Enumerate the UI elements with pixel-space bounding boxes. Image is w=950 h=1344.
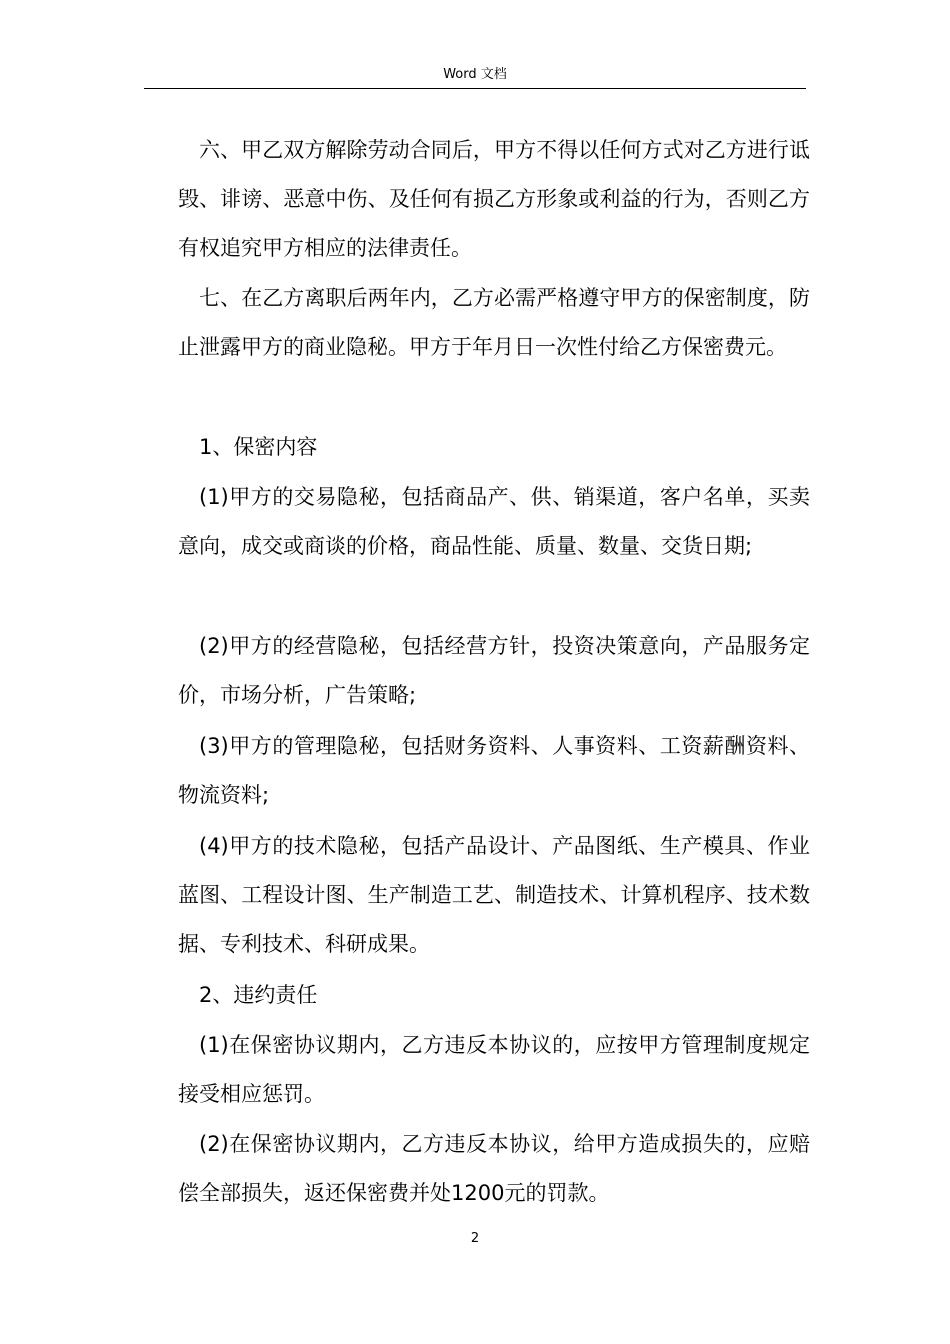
item-technical-secrets: (4)甲方的技术隐秘，包括产品设计、产品图纸、生产模具、作业蓝图、工程设计图、生产制造工艺、制造技术、计算机程序、技术数据、专利技术、科研成果。 [178, 834, 810, 956]
item-trade-secrets: (1)甲方的交易隐秘，包括商品产、供、销渠道，客户名单，买卖意向，成交或商谈的价格，商品性能、质量、数量、交货日期; [178, 485, 810, 558]
liability-item-1: (1)在保密协议期内，乙方违反本协议的，应按甲方管理制度规定接受相应惩罚。 [178, 1033, 810, 1106]
liability-item-2: (2)在保密协议期内，乙方违反本协议，给甲方造成损失的，应赔偿全部损失，返还保密费并处1200元的罚款。 [178, 1132, 810, 1205]
heading-liability: 2、违约责任 [199, 983, 318, 1007]
paragraph-7: 七、在乙方离职后两年内，乙方必需严格遵守甲方的保密制度，防止泄露甲方的商业隐秘。甲方于年月日一次性付给乙方保密费元。 [178, 286, 810, 359]
item-business-secrets: (2)甲方的经营隐秘，包括经营方针，投资决策意向，产品服务定价，市场分析，广告策略; [178, 634, 810, 707]
paragraph-6: 六、甲乙双方解除劳动合同后，甲方不得以任何方式对乙方进行诋毁、诽谤、恶意中伤、及任何有损乙方形象或利益的行为，否则乙方有权追究甲方相应的法律责任。 [178, 138, 810, 260]
page-header: Word 文档 [443, 67, 507, 82]
heading-confidential-content: 1、保密内容 [199, 435, 318, 459]
item-management-secrets: (3)甲方的管理隐秘，包括财务资料、人事资料、工资薪酬资料、物流资料; [178, 734, 810, 807]
header-divider [144, 88, 806, 89]
page-number: 2 [470, 1231, 480, 1246]
